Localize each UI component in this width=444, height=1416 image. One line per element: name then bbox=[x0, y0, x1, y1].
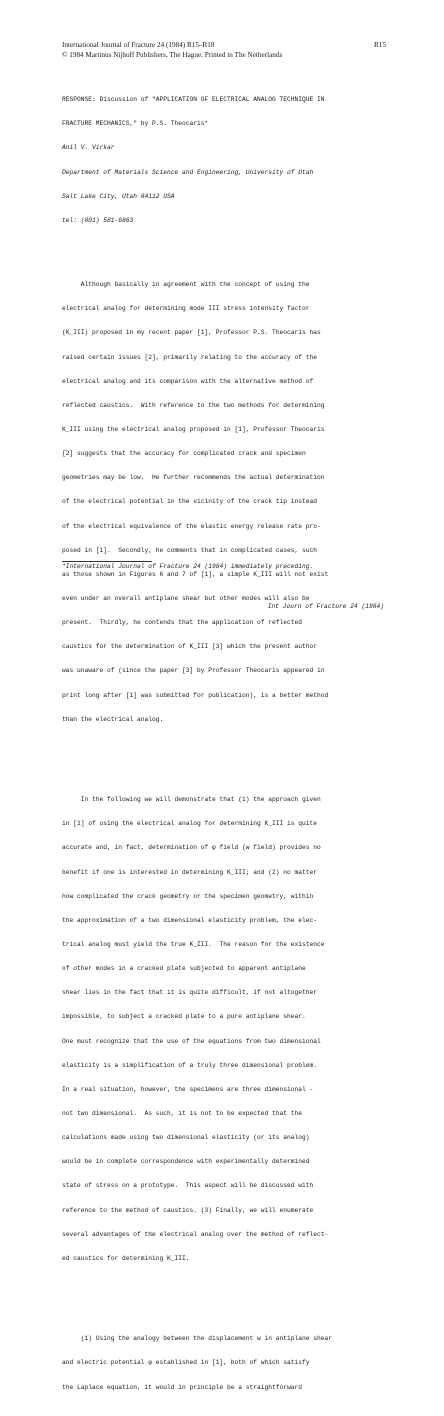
title-line-2: FRACTURE MECHANICS," by P.S. Theocaris* bbox=[62, 120, 209, 128]
paragraph-line: (K_III) proposed in my recent paper [1], Professor P.S. Theocaris has bbox=[62, 329, 321, 337]
paragraph-line: print long after [1] was submitted for publication), is a better method bbox=[62, 691, 329, 699]
paragraph-line: posed in [1]. Secondly, he comments that in complicated cases, such bbox=[62, 546, 318, 554]
paragraph-line: (1) Using the analogy between the displacement w in antiplane shear bbox=[62, 1335, 333, 1343]
paragraph-line: as those shown in Figures 6 and 7 of [1], a simple K_III will not exist bbox=[62, 570, 329, 578]
paragraph-line: how complicated the crack geometry or the specimen geometry, within bbox=[62, 892, 314, 900]
paragraph-line: elasticity is a simplification of a truly three dimensional problem. bbox=[62, 1061, 318, 1069]
paragraph-line: than the electrical analog. bbox=[62, 715, 164, 723]
affiliation-line-1: Department of Materials Science and Engineering, University of Utah bbox=[62, 168, 314, 176]
paragraph-line: raised certain issues [2], primarily relating to the accuracy of the bbox=[62, 353, 318, 361]
paragraph-line: One must recognize that the use of the equations from two dimensional bbox=[62, 1037, 321, 1045]
paragraph-line: benefit if one is interested in determining K_III; and (2) no matter bbox=[62, 868, 318, 876]
paragraph-line: caustics for the determination of K_III [3] which the present author bbox=[62, 643, 318, 651]
paragraph-line: geometries may be low. He further recommends the actual determination bbox=[62, 474, 325, 482]
journal-header bbox=[62, 40, 386, 60]
paragraph-line: of the electrical potential in the vicinity of the crack tip instead bbox=[62, 498, 318, 506]
paragraph-line: electrical analog and its comparison with the alternative method of bbox=[62, 377, 314, 385]
paragraph-line: would be in complete correspondence with experimentally determined bbox=[62, 1158, 310, 1166]
paragraph-line: ed caustics for determining K_III. bbox=[62, 1254, 190, 1262]
paragraph-line: trical analog must yield the true K_III. The reason for the existence bbox=[62, 941, 325, 949]
paragraph-line: calculations made using two dimensional elasticity (or its analog) bbox=[62, 1134, 310, 1142]
paragraph-1 bbox=[62, 265, 392, 740]
footnote: *International Journal of Fracture 24 (1984) immediately preceding. bbox=[62, 563, 314, 570]
paragraph-3 bbox=[62, 1319, 392, 1408]
paragraph-line: several advantages of the electrical analog over the method of reflect- bbox=[62, 1230, 329, 1238]
paragraph-line: In the following we will demonstrate that (1) the approach given bbox=[62, 796, 321, 804]
paragraph-line: Although basically in agreement with the concept of using the bbox=[62, 281, 310, 289]
paragraph-line: in [1] of using the electrical analog for determining K_III is quite bbox=[62, 820, 318, 828]
paragraph-line: and electric potential φ established in [1], both of which satisfy bbox=[62, 1359, 310, 1367]
paragraph-line: of other modes in a cracked plate subjected to apparent antiplane bbox=[62, 965, 306, 973]
affiliation-line-2: Salt Lake City, Utah 84112 USA bbox=[62, 192, 175, 200]
page-code: R15 bbox=[374, 41, 386, 49]
running-footer: Int Journ of Fracture 24 (1984) bbox=[267, 603, 384, 610]
paragraph-line: K_III using the electrical analog proposed in [1], Professor Theocaris bbox=[62, 426, 325, 434]
paragraph-line: [2] suggests that the accuracy for complicated crack and specimen bbox=[62, 450, 306, 458]
title-line-1: RESPONSE: Discussion of "APPLICATION OF ELECTRICAL ANALOG TECHNIQUE IN bbox=[62, 96, 325, 104]
paragraph-line: the approximation of a two dimensional elasticity problem, the elec- bbox=[62, 916, 318, 924]
paragraph-line: state of stress on a prototype. This aspect will be discussed with bbox=[62, 1182, 314, 1190]
footnote-rule bbox=[62, 561, 152, 562]
paragraph-line: impossible, to subject a cracked plate to a pure antiplane shear. bbox=[62, 1013, 306, 1021]
author-name: Anil V. Virkar bbox=[62, 144, 115, 152]
paragraph-line: electrical analog for determining mode III stress intensity factor bbox=[62, 305, 310, 313]
article-body bbox=[62, 80, 392, 1416]
paragraph-line: not two dimensional. As such, it is not to be expected that the bbox=[62, 1110, 303, 1117]
paragraph-line: reference to the method of caustics. (3) Finally, we will enumerate bbox=[62, 1206, 314, 1214]
paragraph-line: reflected caustics. With reference to the two methods for determining bbox=[62, 401, 325, 409]
paragraph-line: shear lies in the fact that it is quite difficult, if not altogether bbox=[62, 989, 318, 997]
paragraph-line: of the electrical equivalence of the elastic energy release rate pro- bbox=[62, 522, 321, 530]
paragraph-line: the Laplace equation, it would in principle be a straightforward bbox=[62, 1383, 303, 1391]
paragraph-line: In a real situation, however, the specimens are three dimensional - bbox=[62, 1085, 314, 1093]
paragraph-line: present. Thirdly, he contends that the application of reflected bbox=[62, 619, 303, 627]
paragraph-line: was unaware of (since the paper [3] by Professor Theocaris appeared in bbox=[62, 667, 325, 675]
copyright-line: © 1984 Martinus Nijhoff Publishers, The Hague. Printed in The Netherlands bbox=[62, 51, 283, 59]
journal-citation: International Journal of Fracture 24 (1984) R15–R18 bbox=[62, 41, 215, 49]
paragraph-2 bbox=[62, 780, 392, 1279]
paragraph-line: even under an overall antiplane shear but other modes will also be bbox=[62, 595, 310, 602]
telephone: tel: (801) 581-6863 bbox=[62, 216, 134, 224]
paragraph-line: accurate and, in fact, determination of φ field (w field) provides no bbox=[62, 844, 321, 852]
